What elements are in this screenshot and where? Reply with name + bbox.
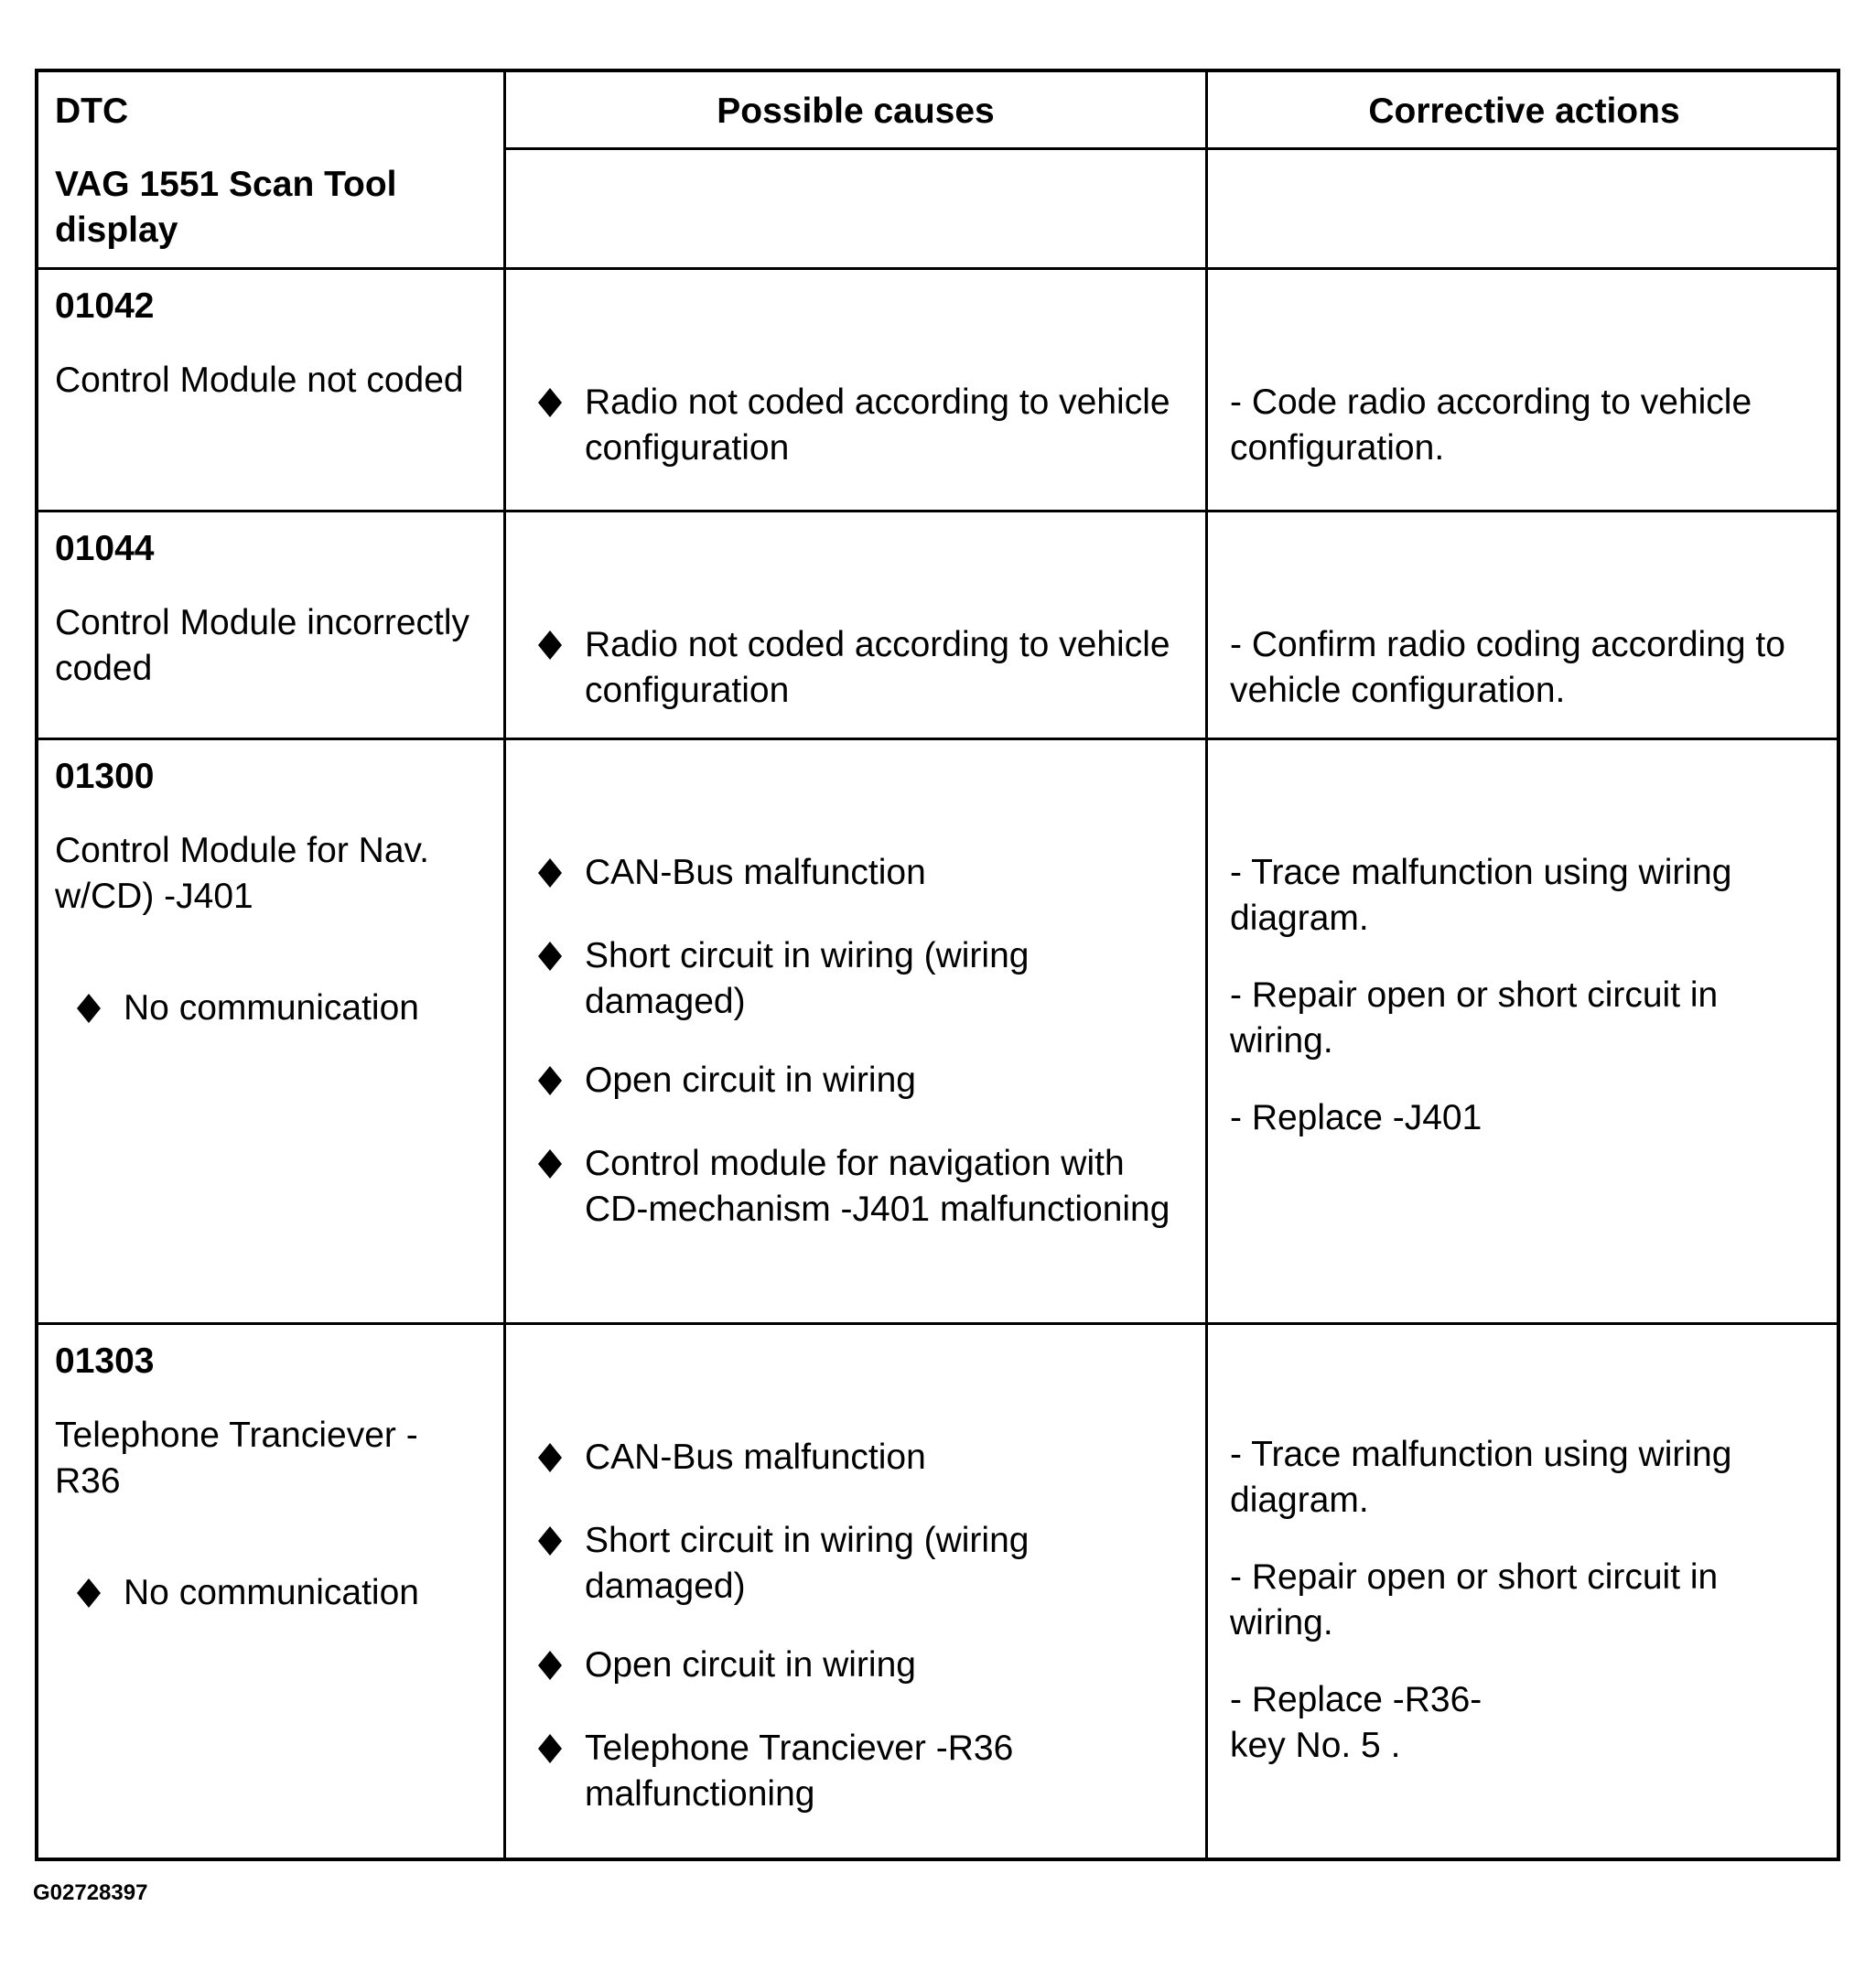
dtc-code: 01042 (55, 286, 155, 326)
dtc-description: Control Module not coded (55, 361, 464, 400)
causes-cell (536, 1435, 1177, 1817)
causes-cell (536, 622, 1177, 714)
diamond-bullet-icon (75, 992, 102, 1025)
action-item: - Trace malfunction using wiring diagram. (1230, 1435, 1732, 1520)
cause-item: Open circuit in wiring (536, 1642, 1177, 1688)
column-divider (503, 72, 506, 1858)
cause-item: Radio not coded according to vehicle configuration (536, 380, 1177, 471)
action-item: - Trace malfunction using wiring diagram. (1230, 853, 1732, 938)
dtc-description: Telephone Tranciever - R36 (55, 1416, 418, 1501)
row-divider (38, 1322, 1837, 1325)
diamond-bullet-icon (536, 1441, 564, 1474)
header-dtc: DTC VAG 1551 Scan Tool display (55, 92, 397, 250)
diamond-bullet-icon (75, 1577, 102, 1610)
actions-cell (1230, 1432, 1797, 1769)
symptom-item: No communication (75, 1570, 494, 1616)
causes-cell (536, 850, 1177, 1233)
actions-cell (1230, 622, 1838, 714)
dtc-description: Control Module for Nav. w/CD) -J401 (55, 831, 429, 916)
dtc-code: 01303 (55, 1341, 155, 1381)
dtc-cell (55, 1339, 494, 1616)
cause-item: Open circuit in wiring (536, 1058, 1177, 1104)
dtc-table (35, 69, 1840, 1861)
symptom-item: No communication (75, 986, 494, 1031)
row-divider (38, 738, 1837, 740)
actions-cell (1230, 380, 1834, 471)
column-divider (1205, 72, 1208, 1858)
dtc-cell (55, 754, 494, 1031)
diamond-bullet-icon (536, 856, 564, 889)
diamond-bullet-icon (536, 1732, 564, 1765)
header-corrective-actions: Corrective actions (1368, 92, 1680, 131)
diamond-bullet-icon (536, 386, 564, 419)
diamond-bullet-icon (536, 1147, 564, 1180)
diamond-bullet-icon (536, 629, 564, 662)
dtc-cell (55, 284, 494, 404)
cause-item: Short circuit in wiring (wiring damaged) (536, 1518, 1097, 1610)
header-subdivider (503, 147, 1837, 150)
dtc-code: 01300 (55, 757, 155, 796)
row-divider (38, 510, 1837, 512)
action-item: - Code radio according to vehicle configuration. (1230, 382, 1752, 468)
dtc-description: Control Module incorrectly coded (55, 603, 470, 688)
action-item: - Replace -R36- key No. 5 . (1230, 1680, 1482, 1765)
action-item: - Confirm radio coding according to vehicle configuration. (1230, 625, 1785, 710)
action-item: - Replace -J401 (1230, 1098, 1482, 1137)
action-item: - Repair open or short circuit in wiring. (1230, 1557, 1719, 1642)
action-item: - Repair open or short circuit in wiring. (1230, 975, 1719, 1061)
diamond-bullet-icon (536, 1524, 564, 1557)
cause-item: CAN-Bus malfunction (536, 850, 1177, 896)
cause-item: Short circuit in wiring (wiring damaged) (536, 933, 1097, 1025)
cause-item: Telephone Tranciever -R36 malfunctioning (536, 1726, 1061, 1817)
cause-item: Control module for navigation with CD-mechanism -J401 malfunctioning (536, 1141, 1189, 1233)
figure-id: G02728397 (33, 1880, 148, 1905)
diamond-bullet-icon (536, 940, 564, 973)
diamond-bullet-icon (536, 1064, 564, 1097)
row-divider (38, 267, 1837, 270)
cause-item: CAN-Bus malfunction (536, 1435, 1177, 1481)
causes-cell (536, 380, 1177, 471)
header-possible-causes: Possible causes (717, 92, 995, 131)
cause-item: Radio not coded according to vehicle configuration (536, 622, 1177, 714)
dtc-code: 01044 (55, 529, 155, 568)
actions-cell (1230, 850, 1797, 1141)
diamond-bullet-icon (536, 1649, 564, 1682)
dtc-cell (55, 526, 494, 692)
